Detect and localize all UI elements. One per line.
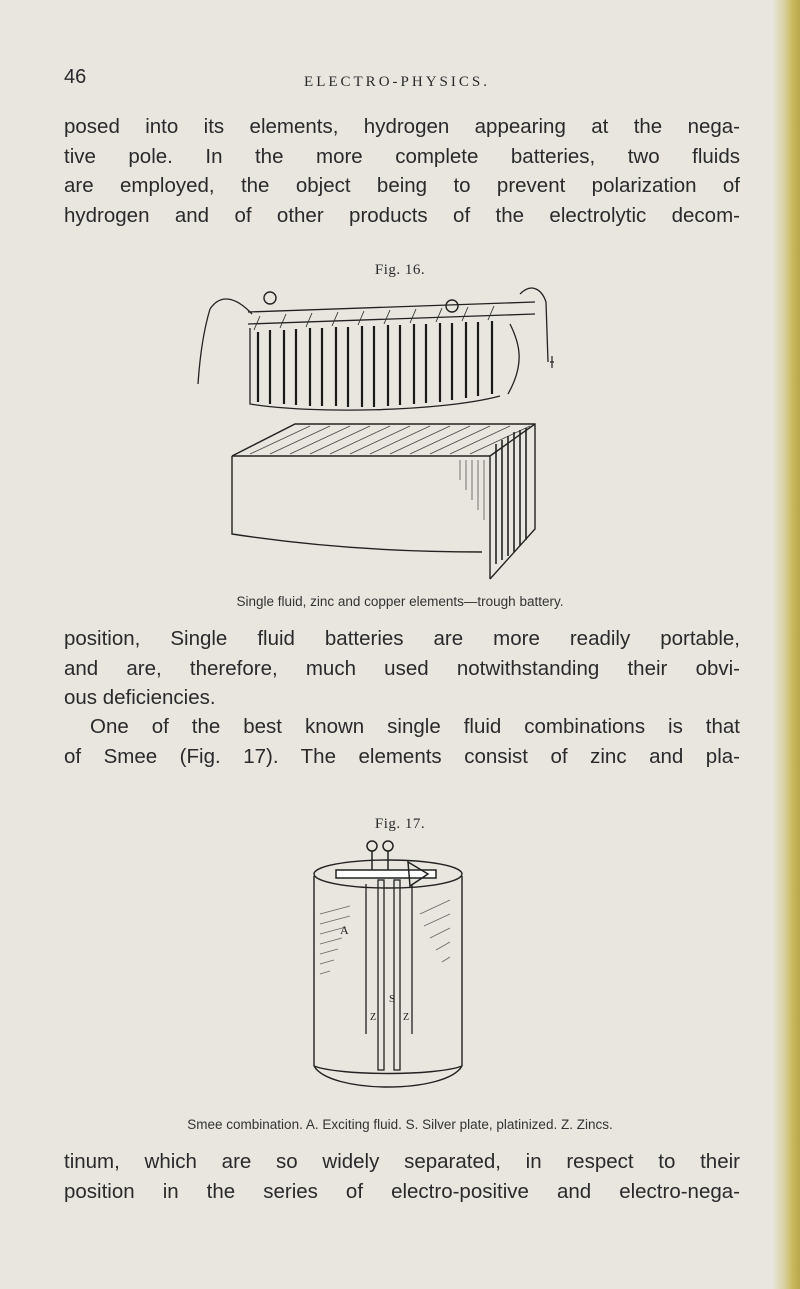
text-line: tive pole. In the more complete batteries, two fluids — [64, 144, 740, 168]
text-line: One of the best known single fluid combinations is that — [90, 715, 740, 738]
figure-17-caption: Smee combination. A. Exciting fluid. S. Silver plate, platinized. Z. Zincs. — [187, 1117, 613, 1132]
text-line: of Smee (Fig. 17). The elements consist of zinc and pla- — [64, 744, 740, 768]
text-line: and are, therefore, much used notwithstanding their obvi- — [64, 656, 740, 680]
fig17-letter-a: A — [340, 923, 349, 937]
figure-17-label: Fig. 17. — [374, 816, 426, 832]
page-header — [64, 66, 730, 96]
text-line: tinum, which are so widely separated, in respect to their — [64, 1150, 740, 1173]
paragraph-3 — [64, 712, 740, 771]
text-line: position in the series of electro-positive and electro-nega- — [64, 1179, 740, 1203]
text-line: hydrogen and of other products of the electrolytic decom- — [64, 203, 740, 227]
figure-16-trough-battery-illustration — [190, 284, 570, 584]
text-line: posed into its elements, hydrogen appearing at the nega- — [64, 115, 740, 138]
paragraph-2 — [64, 624, 740, 713]
fig17-letter-z-left: Z — [370, 1012, 377, 1023]
paragraph-1 — [64, 112, 740, 230]
page-edge — [772, 0, 800, 1289]
fig17-letter-z-right: Z — [403, 1012, 410, 1023]
paragraph-4 — [64, 1147, 740, 1206]
figure-16-caption: Single fluid, zinc and copper elements—trough battery. — [236, 594, 564, 609]
text-line: position, Single fluid batteries are more readily portable, — [64, 627, 740, 650]
fig17-letter-s: S — [389, 993, 396, 1005]
running-head: ELECTRO-PHYSICS. — [304, 74, 490, 90]
text-line: are employed, the object being to prevent polarization of — [64, 174, 740, 197]
text-line: ous deficiencies. — [64, 686, 216, 709]
figure-17-smee-cell-illustration — [300, 834, 500, 1104]
figure-16-label: Fig. 16. — [374, 262, 426, 278]
page-number: 46 — [64, 66, 87, 88]
